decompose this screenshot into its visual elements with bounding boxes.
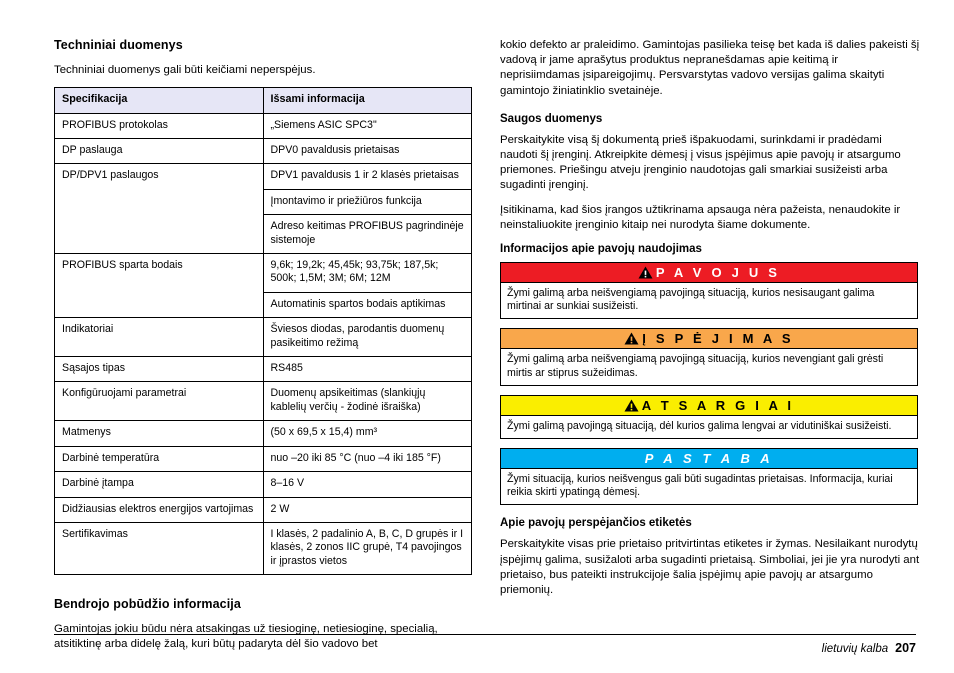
spec-key: DP/DPV1 paslaugos (55, 164, 264, 254)
footer (822, 641, 916, 655)
spec-key: DP paslauga (55, 139, 264, 164)
table-row (55, 446, 472, 471)
spec-key: Konfigūruojami parametrai (55, 382, 264, 421)
specifications-table (54, 87, 472, 575)
spec-value: I klasės, 2 padalinio A, B, C, D grupės ir I klasės, 2 zonos IIC grupė, T4 pavojingos ir įprastos vietos (263, 522, 472, 574)
danger-label: P A V O J U S (655, 265, 781, 281)
spec-key: Indikatoriai (55, 318, 264, 357)
page-title: Techniniai duomenys (54, 38, 183, 52)
spec-key: Sąsajos tipas (55, 357, 264, 382)
caution-body: Žymi galimą pavojingą situaciją, dėl kurios galima lengvai ar vidutiniškai susižeisti. (501, 415, 917, 438)
right-column (500, 38, 920, 598)
warning-label: Į S P Ė J I M A S (642, 331, 794, 347)
danger-callout (500, 262, 918, 319)
table-row (55, 382, 472, 421)
spec-key: PROFIBUS sparta bodais (55, 254, 264, 318)
table-row (55, 421, 472, 446)
spec-value: 2 W (263, 497, 472, 522)
safety-information-title: Saugos duomenys (500, 112, 603, 125)
table-row (55, 139, 472, 164)
warning-banner (501, 329, 917, 348)
left-column (54, 38, 474, 653)
safety-paragraph: Įsitikinama, kad šios įrangos užtikrinama apsauga nėra pažeista, nenaudokite ir neinstaliuokite įrenginio kitaip nei nurodyta šiame dokumente. (500, 203, 901, 231)
warning-body: Žymi galimą arba neišvengiamą pavojingą situaciją, kurios nevengiant gali grėsti mirtis ar stiprus sužeidimas. (501, 348, 917, 384)
warning-callout (500, 328, 918, 385)
notice-label: P A S T A B A (644, 451, 774, 467)
spec-value: Šviesos diodas, parodantis duomenų pasikeitimo režimą (263, 318, 472, 357)
warning-triangle-icon (624, 399, 639, 412)
spec-value: (50 x 69,5 x 15,4) mm³ (263, 421, 472, 446)
table-header-specification: Specifikacija (55, 88, 264, 113)
spec-value: Duomenų apsikeitimas (slankiųjų kablelių verčių - žodinė išraiška) (263, 382, 472, 421)
safety-paragraph: Perskaitykite visą šį dokumentą prieš išpakuodami, surinkdami ir pradėdami naudoti šį įrenginį. Atkreipkite dėmesį į visus įspėjimus apie pavojų ir atsargumo priemones. Priešingu atveju įrenginio naudotojas gali smarkiai susižeisti arba sugadinti įrenginį. (500, 133, 901, 192)
table-row (55, 318, 472, 357)
technical-data-intro: Techniniai duomenys gali būti keičiami neperspėjus. (54, 64, 316, 76)
spec-value: RS485 (263, 357, 472, 382)
footer-language: lietuvių kalba (821, 643, 889, 655)
table-row (55, 357, 472, 382)
general-information-text: Gamintojas jokiu būdu nėra atsakingas už tiesioginę, netiesioginę, specialią, atsitiktinę arba didelę žalą, kuri būtų padaryta dėl šio vadovo bet (54, 623, 438, 651)
spec-key: Matmenys (55, 421, 264, 446)
notice-body: Žymi situaciją, kurios neišvengus gali būti sugadintas prietaisas. Informacija, kuriai reikia skirti ypatingą dėmesį. (501, 468, 917, 504)
hazard-information-title: Informacijos apie pavojų naudojimas (500, 243, 702, 256)
spec-key: Sertifikavimas (55, 522, 264, 574)
precautionary-labels-title: Apie pavojų perspėjančios etiketės (500, 517, 692, 530)
spec-key: Didžiausias elektros energijos vartojimas (55, 497, 264, 522)
spec-value: DPV1 pavaldusis 1 ir 2 klasės prietaisas (263, 164, 472, 189)
spec-value: DPV0 pavaldusis prietaisas (263, 139, 472, 164)
general-information-continuation: kokio defekto ar praleidimo. Gamintojas pasilieka teisę bet kada iš dalies pakeisti šį vadovą ir jame aprašytus produktus nepranešdamas apie keitimą ir neprisiimdamas įsipareigojimų. Persvarstytas vadovo versijas galima skaityti gamintojo žiniatinklio svetainėje. (500, 39, 920, 97)
table-row (55, 254, 472, 293)
spec-value: Automatinis spartos bodais aptikimas (263, 292, 472, 317)
page-number: 207 (895, 641, 916, 655)
notice-banner (501, 449, 917, 468)
spec-value: 9,6k; 19,2k; 45,45k; 93,75k; 187,5k; 500k; 1,5M; 3M; 6M; 12M (263, 254, 472, 293)
spec-value: nuo –20 iki 85 °C (nuo –4 iki 185 °F) (263, 446, 472, 471)
danger-banner (501, 263, 917, 282)
table-row (55, 522, 472, 574)
spec-key: PROFIBUS protokolas (55, 113, 264, 138)
spec-value: Įmontavimo ir priežiūros funkcija (263, 189, 472, 214)
general-information-title: Bendrojo pobūdžio informacija (54, 597, 241, 612)
table-row (55, 497, 472, 522)
table-header-row (55, 88, 472, 113)
footer-divider (54, 634, 916, 635)
warning-triangle-icon (624, 332, 639, 345)
caution-banner (501, 396, 917, 415)
spec-value: 8–16 V (263, 472, 472, 497)
table-row (55, 164, 472, 189)
danger-body: Žymi galimą arba neišvengiamą pavojingą situaciją, kurios nesisaugant galima mirtinai ar sunkiai susižeisti. (501, 282, 917, 318)
spec-key: Darbinė temperatūra (55, 446, 264, 471)
warning-triangle-icon (638, 266, 653, 279)
table-header-details: Išsami informacija (263, 88, 472, 113)
spec-value: Adreso keitimas PROFIBUS pagrindinėje sistemoje (263, 215, 472, 254)
notice-callout (500, 448, 918, 505)
caution-label: A T S A R G I A I (641, 397, 795, 413)
caution-callout (500, 395, 918, 439)
table-row (55, 113, 472, 138)
spec-value: „Siemens ASIC SPC3" (263, 113, 472, 138)
precautionary-labels-text: Perskaitykite visas prie prietaiso pritvirtintas etiketes ir žymas. Nesilaikant nurodytų įspėjimų galima, susižaloti arba sugadinti prietaisą. Simboliai, jei jie yra nurodyti ant prietaiso, bus pateikti instrukcijoje šalia įspėjimų apie pavojų ar atsargumo priemonių. (500, 538, 920, 597)
spec-key: Darbinė įtampa (55, 472, 264, 497)
table-row (55, 472, 472, 497)
